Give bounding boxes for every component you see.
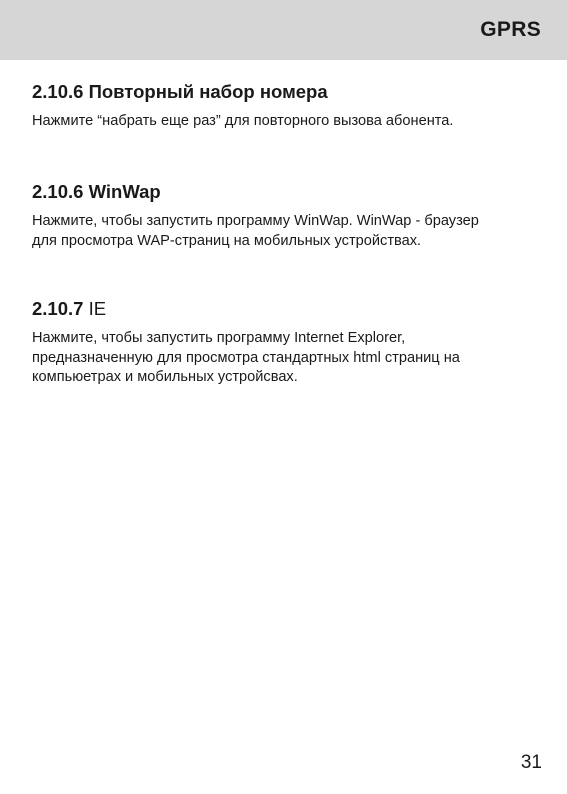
section-heading — [32, 81, 542, 103]
section-title: Повторный набор номера — [88, 81, 328, 102]
body-line: компьюетрах и мобильных устройсвах. — [32, 369, 298, 385]
section-heading — [32, 298, 542, 320]
body-line: предназначенную для просмотра стандартных html страниц на — [32, 349, 460, 366]
section-winwap — [32, 181, 542, 251]
header-band — [0, 0, 567, 60]
section-redial — [32, 81, 542, 132]
section-number: 2.10.6 — [32, 81, 84, 102]
body-line: Нажмите “набрать еще раз” для повторного вызова абонента. — [32, 113, 454, 129]
section-body — [32, 212, 542, 251]
section-body — [32, 329, 542, 388]
body-line: Нажмите, чтобы запустить программу Internet Explorer, — [32, 330, 406, 346]
section-heading — [32, 181, 542, 203]
body-line: для просмотра WAP-страниц на мобильных устройствах. — [32, 232, 422, 249]
section-body — [32, 112, 542, 132]
section-ie — [32, 298, 542, 388]
chapter-title: GPRS — [480, 18, 541, 41]
section-title: WinWap — [88, 181, 161, 202]
section-number: 2.10.6 — [32, 181, 84, 202]
section-title: IE — [88, 298, 107, 319]
page-number: 31 — [520, 752, 542, 773]
section-number: 2.10.7 — [32, 298, 84, 319]
body-line: Нажмите, чтобы запустить программу WinWap. WinWap - браузер — [32, 213, 479, 229]
